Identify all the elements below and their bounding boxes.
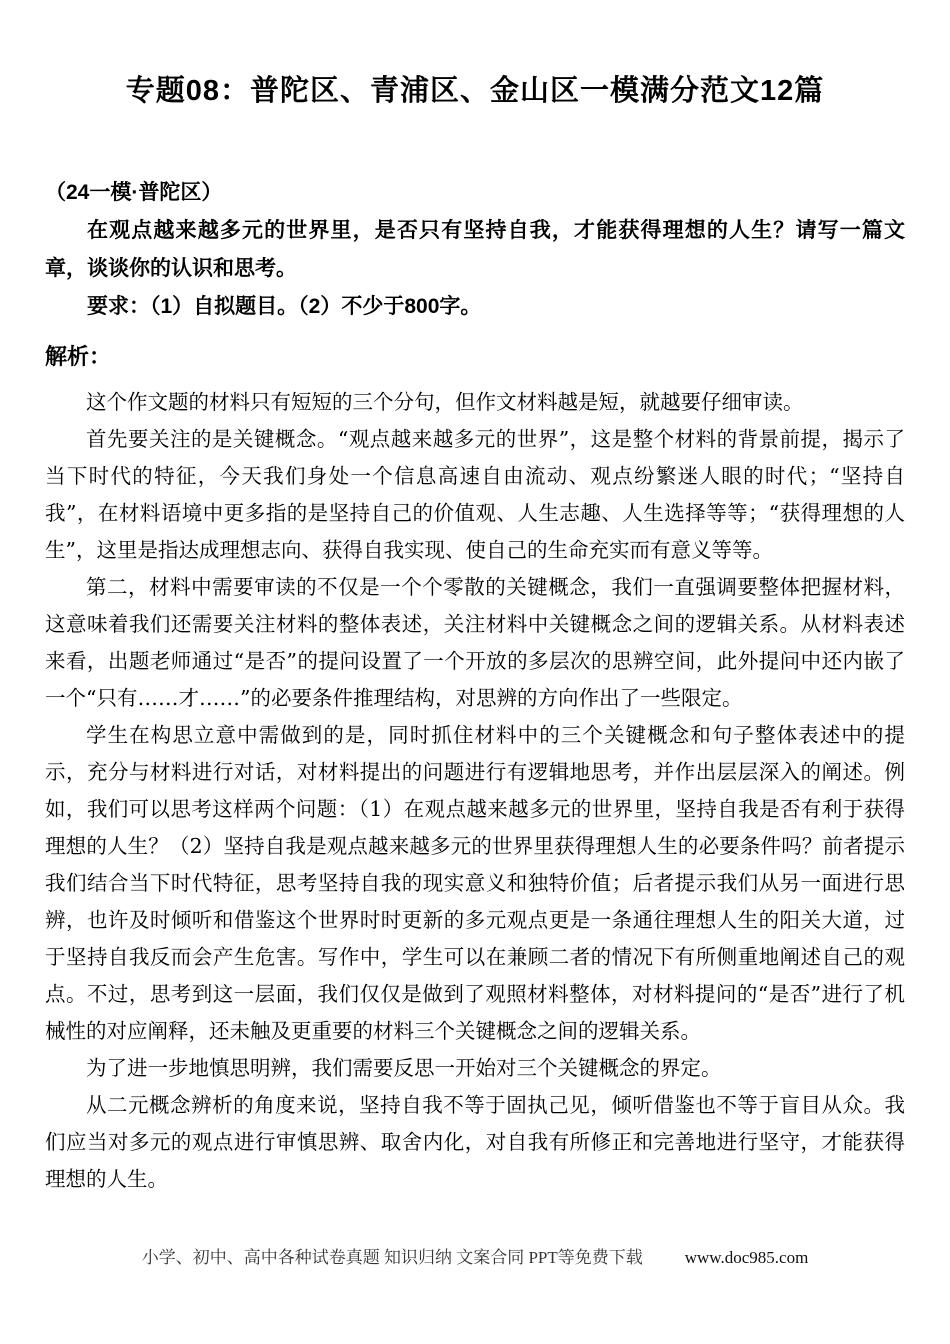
analysis-paragraph-2: 首先要关注的是关键概念。“观点越来越多元的世界”，这是整个材料的背景前提，揭示了当下时代的特征，今天我们身处一个信息高速自由流动、观点纷繁迷人眼的时代；“坚持自我”，在材料语境中更多指的是坚持自己的价值观、人生志趣、人生选择等等；“获得理想的人生”，这里是指达成理想志向、获得自我实现、使自己的生命充实而有意义等等。: [45, 427, 905, 562]
analysis-heading: 解析：: [45, 344, 112, 369]
analysis-paragraph-4: 学生在构思立意中需做到的是，同时抓住材料中的三个关键概念和句子整体表述中的提示，充分与材料进行对话，对材料提出的问题进行有逻辑地思考，并作出层层深入的阐述。例如，我们可以思考这样两个问题：（1）在观点越来越多元的世界里，坚持自我是否有利于获得理想的人生？（2）坚持自我是观点越来越多元的世界里获得理想人生的必要条件吗？前者提示我们结合当下时代特征，思考坚持自我的现实意义和独特价值；后者提示我们从另一面进行思辨，也许及时倾听和借鉴这个世界时时更新的多元观点更是一条通往理想人生的阳关大道，过于坚持自我反而会产生危害。写作中，学生可以在兼顾二者的情况下有所侧重地阐述自己的观点。不过，思考到这一层面，我们仅仅是做到了观照材料整体，对材料提问的“是否”进行了机械性的对应阐释，还未触及更重要的材料三个关键概念之间的逻辑关系。: [45, 723, 905, 1043]
analysis-paragraph-3: 第二，材料中需要审读的不仅是一个个零散的关键概念，我们一直强调要整体把握材料，这意味着我们还需要关注材料的整体表述，关注材料中关键概念之间的逻辑关系。从材料表述来看，出题老师通过“是否”的提问设置了一个开放的多层次的思辨空间，此外提问中还内嵌了一个“只有……才……”的必要条件推理结构，对思辨的方向作出了一些限定。: [45, 575, 905, 710]
essay-prompt-text: 在观点越来越多元的世界里，是否只有坚持自我，才能获得理想的人生？请写一篇文章，谈谈你的认识和思考。: [45, 219, 905, 280]
footer-site-url: www.doc985.com: [684, 1248, 809, 1267]
essay-requirements: 要求：（1）自拟题目。（2）不少于800字。: [87, 295, 482, 318]
document-title: 专题08：普陀区、青浦区、金山区一模满分范文12篇: [125, 75, 825, 107]
analysis-paragraph-6: 从二元概念辨析的角度来说，坚持自我不等于固执己见，倾听借鉴也不等于盲目从众。我们应当对多元的观点进行审慎思辨、取舍内化，对自我有所修正和完善地进行坚守，才能获得理想的人生。: [45, 1093, 905, 1191]
exam-source-label: （24一模·普陀区）: [45, 181, 223, 204]
analysis-paragraph-1: 这个作文题的材料只有短短的三个分句，但作文材料越是短，就越要仔细审读。: [86, 390, 804, 414]
footer-promo-text: 小学、初中、高中各种试卷真题 知识归纳 文案合同 PPT等免费下载: [141, 1248, 643, 1267]
page-footer: [0, 1248, 950, 1268]
analysis-paragraph-5: 为了进一步地慎思明辨，我们需要反思一开始对三个关键概念的界定。: [86, 1056, 722, 1080]
analysis-body: [45, 384, 905, 1198]
